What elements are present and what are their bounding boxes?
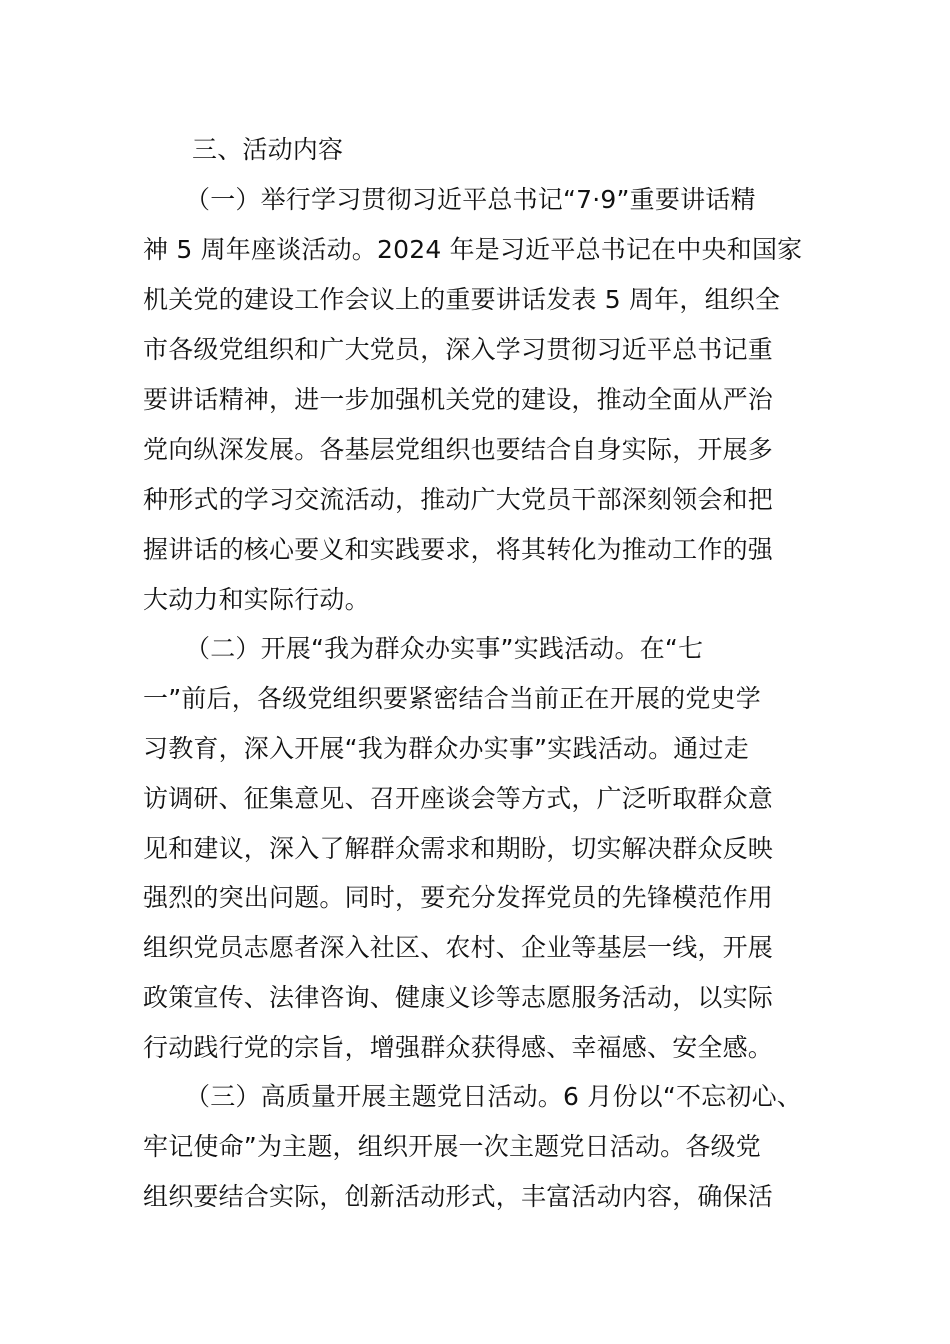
paragraph-1-text: 大动力和实际行动。 <box>143 585 370 614</box>
paragraph-1-text: （一）举行学习贯彻习近平总书记“7·9”重要讲话精 <box>185 185 756 214</box>
paragraph-1-line <box>0 575 950 625</box>
paragraph-1-text: 党向纵深发展。各基层党组织也要结合自身实际，开展多 <box>143 435 774 464</box>
paragraph-2-line <box>0 1023 950 1073</box>
paragraph-3-line <box>0 1072 950 1122</box>
section-heading: 三、活动内容 <box>192 135 344 164</box>
paragraph-2-text: （二）开展“我为群众办实事”实践活动。在“七 <box>185 634 704 663</box>
paragraph-2-line <box>0 674 950 724</box>
paragraph-3-line <box>0 1172 950 1222</box>
paragraph-2-line <box>0 824 950 874</box>
paragraph-2-text: 一”前后，各级党组织要紧密结合当前正在开展的党史学 <box>143 684 761 713</box>
paragraph-3-text: （三）高质量开展主题党日活动。6 月份以“不忘初心、 <box>185 1082 803 1111</box>
paragraph-1-line <box>0 225 950 275</box>
section-heading-line <box>0 125 950 175</box>
paragraph-2-line <box>0 973 950 1023</box>
paragraph-2-line <box>0 774 950 824</box>
paragraph-2-text: 见和建议，深入了解群众需求和期盼，切实解决群众反映 <box>143 834 774 863</box>
paragraph-2-line <box>0 724 950 774</box>
paragraph-1-line <box>0 175 950 225</box>
paragraph-1-line <box>0 425 950 475</box>
paragraph-2-text: 访调研、征集意见、召开座谈会等方式，广泛听取群众意 <box>143 784 774 813</box>
paragraph-1-line <box>0 525 950 575</box>
paragraph-2-text: 行动践行党的宗旨，增强群众获得感、幸福感、安全感。 <box>143 1033 774 1062</box>
paragraph-2-line <box>0 873 950 923</box>
paragraph-1-text: 种形式的学习交流活动，推动广大党员干部深刻领会和把 <box>143 485 774 514</box>
paragraph-1-line <box>0 475 950 525</box>
paragraph-1-text: 神 5 周年座谈活动。2024 年是习近平总书记在中央和国家 <box>143 235 803 264</box>
paragraph-2-text: 强烈的突出问题。同时，要充分发挥党员的先锋模范作用 <box>143 883 774 912</box>
paragraph-2-text: 组织党员志愿者深入社区、农村、企业等基层一线，开展 <box>143 933 774 962</box>
paragraph-1-text: 市各级党组织和广大党员，深入学习贯彻习近平总书记重 <box>143 335 774 364</box>
paragraph-1-text: 要讲话精神，进一步加强机关党的建设，推动全面从严治 <box>143 385 774 414</box>
paragraph-2-text: 习教育，深入开展“我为群众办实事”实践活动。通过走 <box>143 734 749 763</box>
paragraph-1-text: 机关党的建设工作会议上的重要讲话发表 5 周年，组织全 <box>143 285 781 314</box>
paragraph-2-line <box>0 923 950 973</box>
paragraph-3-text: 组织要结合实际，创新活动形式，丰富活动内容，确保活 <box>143 1182 774 1211</box>
paragraph-1-line <box>0 275 950 325</box>
paragraph-1-line <box>0 375 950 425</box>
paragraph-2-line <box>0 624 950 674</box>
paragraph-3-text: 牢记使命”为主题，组织开展一次主题党日活动。各级党 <box>143 1132 761 1161</box>
paragraph-3-line <box>0 1122 950 1172</box>
paragraph-1-text: 握讲话的核心要义和实践要求，将其转化为推动工作的强 <box>143 535 774 564</box>
paragraph-1-line <box>0 325 950 375</box>
paragraph-2-text: 政策宣传、法律咨询、健康义诊等志愿服务活动，以实际 <box>143 983 774 1012</box>
